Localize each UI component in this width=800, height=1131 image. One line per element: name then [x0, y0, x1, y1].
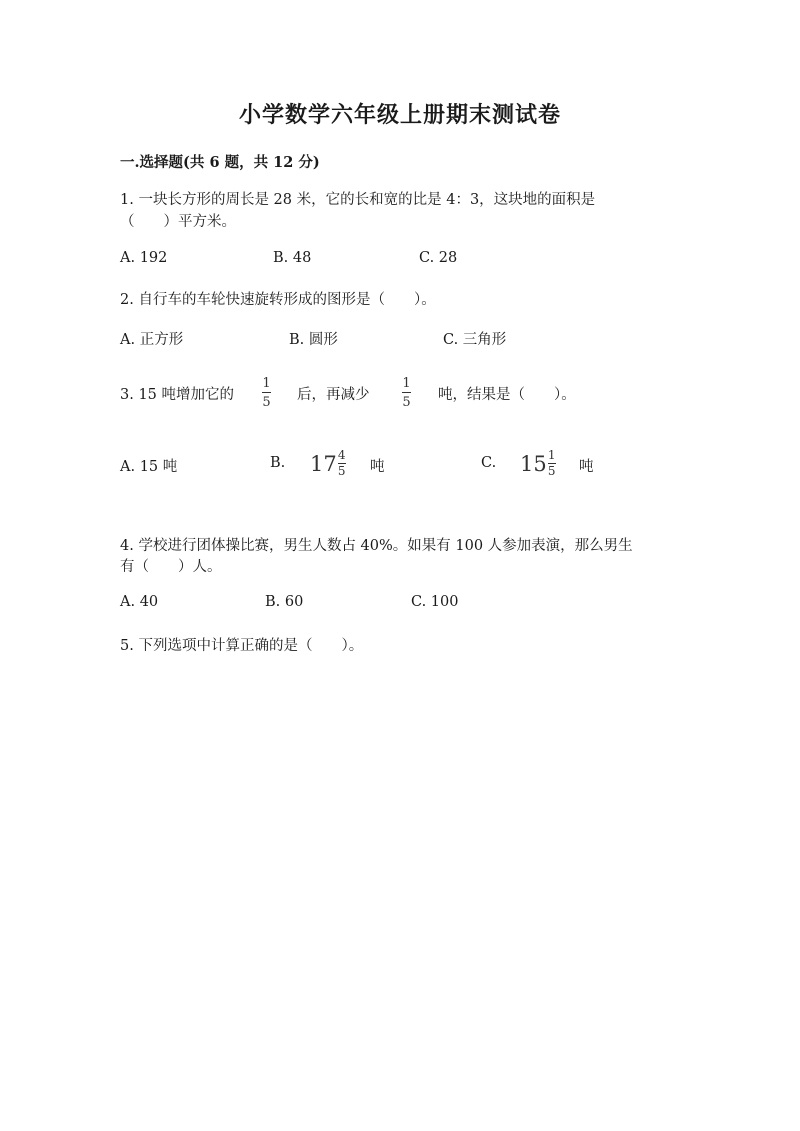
- page-title: 小学数学六年级上册期末测试卷: [238, 102, 561, 128]
- question-4-option-b: B. 60: [265, 594, 304, 610]
- question-1-option-b: B. 48: [273, 250, 312, 266]
- mixed-number-whole: 15: [520, 451, 547, 476]
- fraction-denominator: 5: [262, 395, 271, 410]
- question-2-text: 2. 自行车的车轮快速旋转形成的图形是（ ）。: [120, 292, 436, 308]
- question-2-option-c: C. 三角形: [443, 332, 507, 348]
- question-3-text-part-2: 后，再减少: [297, 387, 370, 403]
- fraction-numerator: 1: [262, 376, 271, 391]
- question-4-line-1: 4. 学校进行团体操比赛，男生人数占 40%。如果有 100 人参加表演，那么男生: [120, 538, 633, 554]
- fraction-numerator: 1: [547, 448, 556, 462]
- fraction-denominator: 5: [337, 464, 346, 478]
- question-1-line-1: 1. 一块长方形的周长是 28 米，它的长和宽的比是 4：3，这块地的面积是: [120, 192, 596, 208]
- question-3-text-part-1: 3. 15 吨增加它的: [120, 387, 235, 403]
- question-3-option-c-unit: 吨: [579, 459, 594, 475]
- question-3-text-part-3: 吨，结果是（ ）。: [438, 387, 576, 403]
- mixed-number-whole: 17: [310, 451, 337, 476]
- question-2-option-b: B. 圆形: [289, 332, 338, 348]
- question-1-option-a: A. 192: [120, 250, 168, 266]
- question-2-option-a: A. 正方形: [120, 332, 184, 348]
- question-3-option-b-unit: 吨: [370, 459, 385, 475]
- question-3-option-b-mixed-number: [310, 450, 346, 477]
- question-3-option-c-label: C.: [481, 455, 497, 471]
- question-4-option-a: A. 40: [120, 594, 159, 610]
- question-3-option-b-label: B.: [270, 455, 286, 471]
- question-4-option-c: C. 100: [411, 594, 459, 610]
- question-4-line-2: 有（ ）人。: [120, 559, 222, 575]
- fraction-bar: [402, 392, 411, 393]
- section-heading: 一.选择题(共 6 题，共 12 分): [120, 154, 320, 171]
- question-3-fraction-2: [402, 377, 411, 409]
- fraction-bar: [262, 392, 271, 393]
- question-1-line-2: （ ）平方米。: [120, 214, 236, 230]
- fraction-denominator: 5: [547, 464, 556, 478]
- question-1-option-c: C. 28: [419, 250, 458, 266]
- fraction-denominator: 5: [402, 395, 411, 410]
- fraction-numerator: 1: [402, 376, 411, 391]
- question-5-text: 5. 下列选项中计算正确的是（ ）。: [120, 638, 364, 654]
- question-3-fraction-1: [262, 377, 271, 409]
- mixed-number-fraction: [548, 450, 556, 477]
- question-3-option-a: A. 15 吨: [120, 459, 178, 475]
- question-3-option-c-mixed-number: [520, 450, 556, 477]
- mixed-number-fraction: [338, 450, 346, 477]
- fraction-numerator: 4: [337, 448, 346, 462]
